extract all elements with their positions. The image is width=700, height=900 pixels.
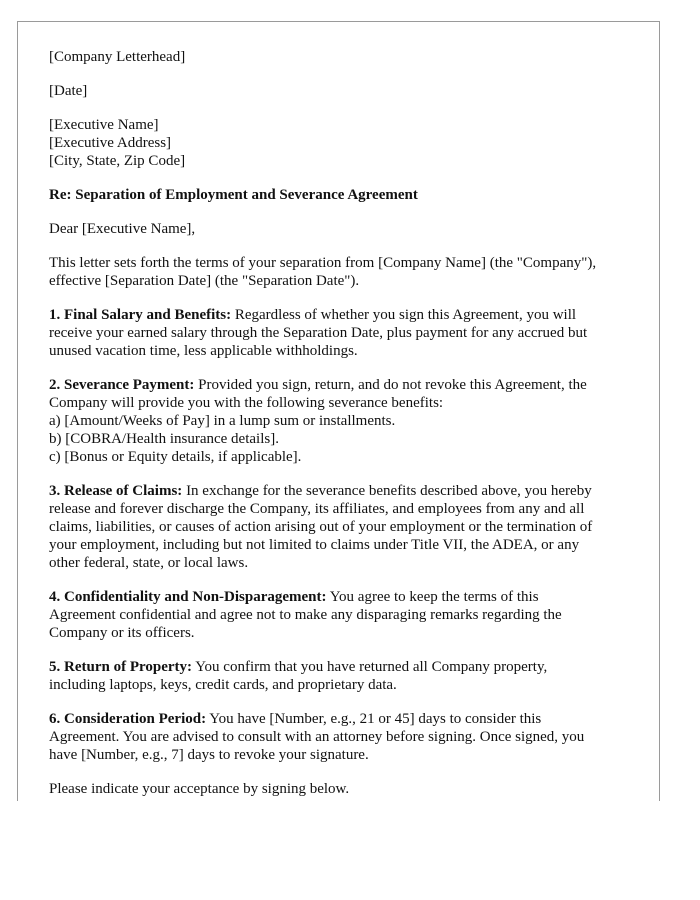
section-first-line [49,376,649,394]
letter-date [49,82,649,100]
section-final-salary [49,306,649,360]
section-text: Regardless of whether you sign this Agreement, you will [231,307,577,323]
section-text: You agree to keep the terms of this [326,589,539,605]
section-first-line [49,588,649,606]
list-item: b) [COBRA/Health insurance details]. [49,431,279,447]
section-line: Agreement confidential and agree not to make any disparaging remarks regarding the [49,607,562,623]
section-line: including laptops, keys, credit cards, and proprietary data. [49,677,397,693]
closing-paragraph [49,780,649,798]
section-line: unused vacation time, less applicable withholdings. [49,343,358,359]
intro-line: This letter sets forth the terms of your separation from [Company Name] (the "Company"), [49,255,597,271]
subject-line [49,186,649,204]
section-line: have [Number, e.g., 7] days to revoke your signature. [49,747,369,763]
section-heading: 6. Consideration Period: [49,711,207,727]
section-line: Company will provide you with the following severance benefits: [49,395,444,411]
section-line: receive your earned salary through the Separation Date, plus payment for any accrued but [49,325,588,341]
section-release-of-claims [49,482,649,572]
salutation [49,220,649,238]
section-text: Provided you sign, return, and do not revoke this Agreement, the [194,377,587,393]
section-heading: 1. Final Salary and Benefits: [49,307,232,323]
section-line: Agreement. You are advised to consult with an attorney before signing. Once signed, you [49,729,585,745]
list-item: a) [Amount/Weeks of Pay] in a lump sum or installments. [49,413,396,429]
section-first-line [49,658,649,676]
address-line: [City, State, Zip Code] [49,153,186,169]
closing-text: Please indicate your acceptance by signing below. [49,781,350,797]
section-first-line [49,710,649,728]
section-line: Company or its officers. [49,625,195,641]
intro-paragraph [49,254,649,290]
address-line: [Executive Address] [49,135,172,151]
letterhead [49,48,649,66]
section-text: You have [Number, e.g., 21 or 45] days to consider this [206,711,542,727]
subject-text: Re: Separation of Employment and Severance Agreement [49,187,418,203]
section-heading: 5. Return of Property: [49,659,193,675]
section-first-line [49,306,649,324]
section-severance-payment [49,376,649,466]
section-line: other federal, state, or local laws. [49,555,249,571]
date-text: [Date] [49,83,88,99]
section-return-of-property [49,658,649,694]
section-heading: 4. Confidentiality and Non-Disparagement: [49,589,327,605]
section-consideration-period [49,710,649,764]
recipient-address [49,116,649,170]
section-line: claims, liabilities, or causes of action arising out of your employment or the termination of [49,519,593,535]
section-heading: 3. Release of Claims: [49,483,183,499]
section-text: In exchange for the severance benefits described above, you hereby [182,483,592,499]
section-heading: 2. Severance Payment: [49,377,195,393]
section-line: your employment, including but not limited to claims under Title VII, the ADEA, or any [49,537,580,553]
letterhead-text: [Company Letterhead] [49,49,186,65]
section-confidentiality [49,588,649,642]
list-item: c) [Bonus or Equity details, if applicable]. [49,449,302,465]
section-first-line [49,482,649,500]
section-line: release and forever discharge the Company, its affiliates, and employees from any and all [49,501,585,517]
address-line: [Executive Name] [49,117,159,133]
intro-line: effective [Separation Date] (the "Separation Date"). [49,273,360,289]
letter-content [49,48,649,814]
letter-page [17,21,660,801]
salutation-text: Dear [Executive Name], [49,221,196,237]
section-text: You confirm that you have returned all Company property, [192,659,548,675]
